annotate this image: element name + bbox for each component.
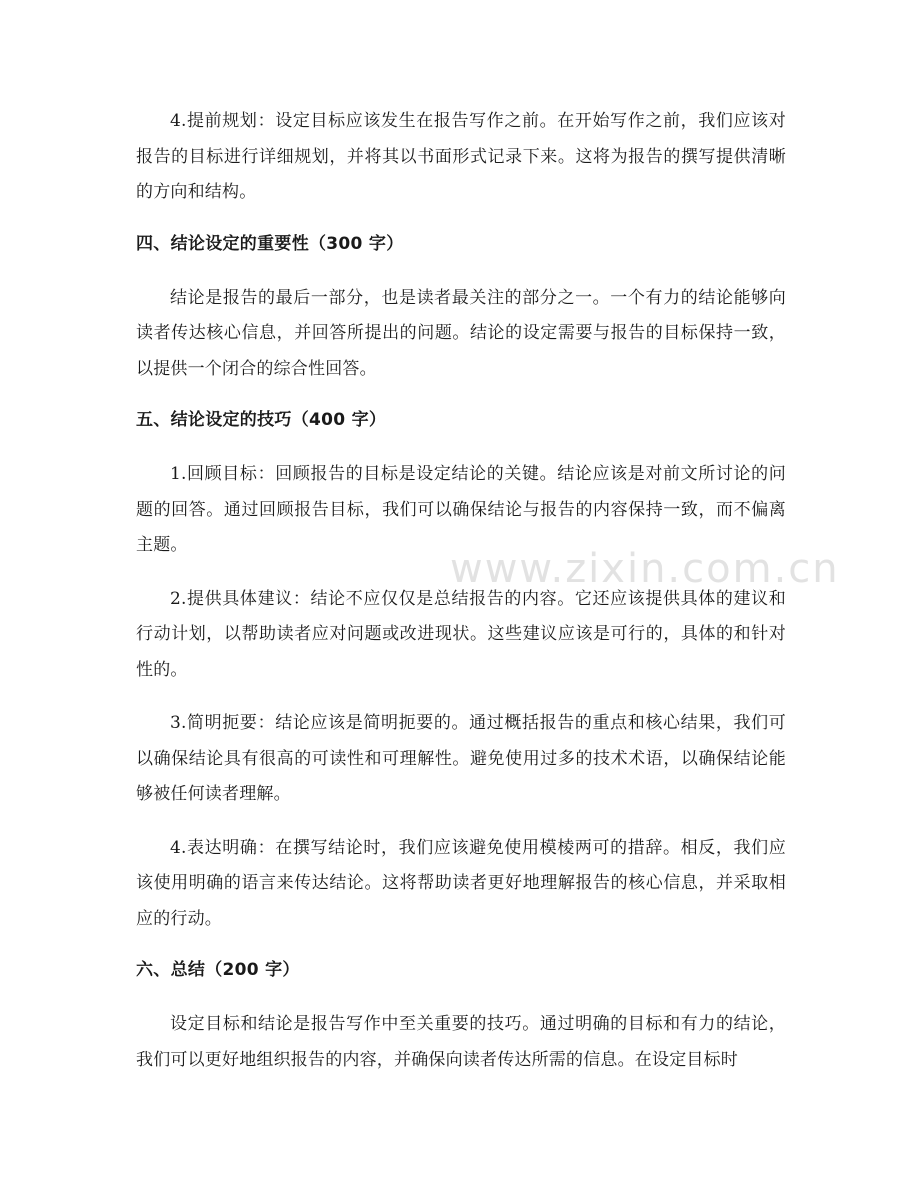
paragraph-clear-expression: 4.表达明确：在撰写结论时，我们应该避免使用模棱两可的措辞。相反，我们应该使用明确的语言来传达结论。这将帮助读者更好地理解报告的核心信息，并采取相应的行动。 <box>136 837 786 929</box>
paragraph-specific-advice: 2.提供具体建议：结论不应仅仅是总结报告的内容。它还应该提供具体的建议和行动计划，以帮助读者应对问题或改进现状。这些建议应该是可行的，具体的和针对性的。 <box>136 588 786 680</box>
section-heading-conclusion-techniques: 五、结论设定的技巧（400 字） <box>136 410 387 430</box>
section-heading-summary: 六、总结（200 字） <box>136 960 300 980</box>
watermark: www.zixin.com.cn <box>450 546 840 592</box>
paragraph-concise: 3.简明扼要：结论应该是简明扼要的。通过概括报告的重点和核心结果，我们可以确保结论具有很高的可读性和可理解性。避免使用过多的技术术语，以确保结论能够被任何读者理解。 <box>136 713 786 804</box>
section-heading-conclusion-importance: 四、结论设定的重要性（300 字） <box>136 233 404 254</box>
document-page <box>136 104 786 1096</box>
paragraph-conclusion-importance: 结论是报告的最后一部分，也是读者最关注的部分之一。一个有力的结论能够向读者传达核心信息，并回答所提出的问题。结论的设定需要与报告的目标保持一致，以提供一个闭合的综合性回答。 <box>136 287 786 379</box>
paragraph-summary: 设定目标和结论是报告写作中至关重要的技巧。通过明确的目标和有力的结论，我们可以更好地组织报告的内容，并确保向读者传达所需的信息。在设定目标时 <box>136 1014 786 1070</box>
paragraph-plan-ahead: 4.提前规划：设定目标应该发生在报告写作之前。在开始写作之前，我们应该对报告的目标进行详细规划，并将其以书面形式记录下来。这将为报告的撰写提供清晰的方向和结构。 <box>136 111 786 202</box>
paragraph-review-goals: 1.回顾目标：回顾报告的目标是设定结论的关键。结论应该是对前文所讨论的问题的回答。通过回顾报告目标，我们可以确保结论与报告的内容保持一致，而不偏离主题。 <box>136 464 786 555</box>
